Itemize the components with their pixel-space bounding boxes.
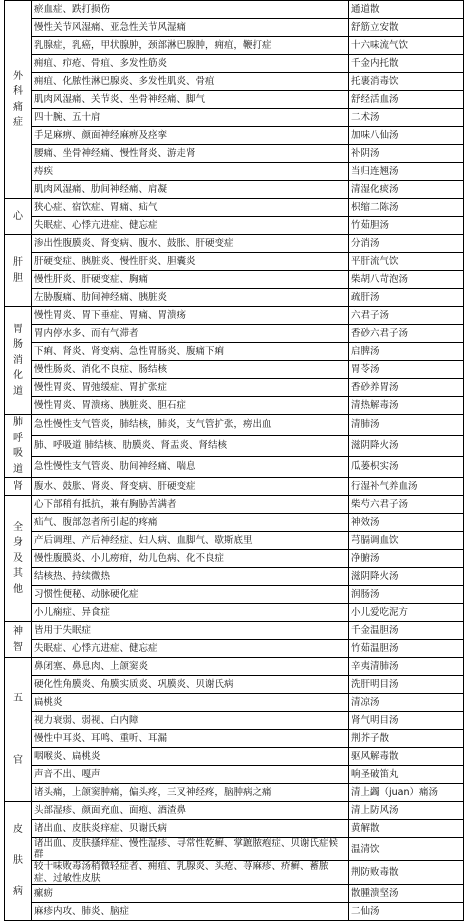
remedy-cell: 六君子汤 [349,307,464,325]
remedy-cell: 平肝流气饮 [349,253,464,271]
table-row [5,145,464,163]
table-row [5,838,464,861]
table-row [5,307,464,325]
condition-cell: 慢性腹膜炎、小儿痨疳，幼儿色病、化不良症 [32,550,349,568]
condition-cell: 瘀血症、跌打损伤 [32,1,349,19]
condition-cell: 心下部稍有抵抗，兼有胸胁苦满者 [32,496,349,514]
condition-cell: 急性慢性支气管炎，肺结核，肺炎，支气管扩张，痨出血 [32,415,349,436]
condition-cell: 慢性胃炎、胃下垂症、胃痛、胃溃疡 [32,307,349,325]
condition-cell: 慢性胃炎、胃溃疡、胰脏炎、胆石症 [32,397,349,415]
remedy-cell: 千金温胆汤 [349,622,464,640]
remedy-cell: 神效汤 [349,514,464,532]
remedy-cell: 舒经活血汤 [349,91,464,109]
condition-cell: 习惯性便秘、动脉硬化症 [32,586,349,604]
table-row [5,496,464,514]
remedy-cell: 净腑汤 [349,550,464,568]
remedy-cell: 小儿爱吃泥方 [349,604,464,622]
condition-cell: 头部湿疹、颜面充血、面疱、酒渣鼻 [32,802,349,820]
remedy-cell: 启脾汤 [349,343,464,361]
table-row [5,343,464,361]
remedy-cell: 散腫溃坚汤 [349,884,464,902]
remedy-cell: 驱风解毒散 [349,748,464,766]
table-row [5,235,464,253]
condition-cell: 视力衰弱、弱视、白内障 [32,712,349,730]
remedy-cell: 荆防败毒散 [349,861,464,884]
remedy-cell: 竹茹胆汤 [349,217,464,235]
condition-cell: 产后调理、产后神经症、妇人病、血脚气、歇斯底里 [32,532,349,550]
table-row [5,676,464,694]
condition-cell: 渗出性腹膜炎、肾变病、腹水、鼓胀、肝硬变症 [32,235,349,253]
condition-cell: 胃内停水多、而有气滞者 [32,325,349,343]
condition-cell: 皆用于失眠症 [32,622,349,640]
remedy-cell: 香砂养胃汤 [349,379,464,397]
condition-cell: 肺、呼吸道 肺结核、肋膜炎、肾盂炎、肾结核 [32,436,349,457]
remedy-cell: 疏肝汤 [349,289,464,307]
table-row [5,73,464,91]
condition-cell: 腰痛、坐骨神经痛、慢性肾炎、游走肾 [32,145,349,163]
table-row [5,19,464,37]
remedy-cell: 当归连翘汤 [349,163,464,181]
remedy-cell: 柴芍六君子汤 [349,496,464,514]
remedy-cell: 清湿化痰汤 [349,181,464,199]
table-row [5,884,464,902]
condition-cell: 鼻闭塞、鼻息肉、上颌窦炎 [32,658,349,676]
condition-cell: 慢性肝炎、肝硬变症、胸痛 [32,271,349,289]
condition-cell: 痈疽、化脓性淋巴腺炎、多发性肌炎、骨疽 [32,73,349,91]
condition-cell: 声音不出、嘎声 [32,766,349,784]
table-row [5,253,464,271]
condition-cell: 麻疹内攻、肺炎、脑症 [32,902,349,920]
remedy-cell: 托裹消毒饮 [349,73,464,91]
condition-cell: 瘰疬 [32,884,349,902]
remedy-cell: 竹茹温胆汤 [349,640,464,658]
table-row [5,91,464,109]
table-row [5,532,464,550]
table-row [5,604,464,622]
condition-cell: 急性慢性支气管炎、肋间神经痛、喘息 [32,457,349,478]
remedy-cell: 枳缩二陈汤 [349,199,464,217]
condition-cell: 诸出血、皮肤炎痒症、贝谢氏病 [32,820,349,838]
table-row [5,217,464,235]
table-row [5,109,464,127]
remedy-table [4,0,464,921]
condition-cell: 诸出血、皮肤搔痒症、慢性湿疹、寻常性乾癣、掌蹠脓疱症、贝谢氏症候群 [32,838,349,861]
table-row [5,199,464,217]
table-row [5,37,464,55]
table-row [5,748,464,766]
condition-cell: 硬化性角膜炎、角膜实质炎、巩膜炎、贝谢氏病 [32,676,349,694]
table-row [5,514,464,532]
condition-cell: 扁桃炎 [32,694,349,712]
table-row [5,861,464,884]
remedy-cell: 通道散 [349,1,464,19]
remedy-cell: 清肺汤 [349,415,464,436]
remedy-cell: 香砂六君子汤 [349,325,464,343]
remedy-cell: 滋阴降火汤 [349,568,464,586]
table-row [5,820,464,838]
condition-cell: 慢性中耳炎、耳鸣、重听、耳漏 [32,730,349,748]
category-cell: 胃 肠 消 化 道 [5,307,32,415]
condition-cell: 咽喉炎、扁桃炎 [32,748,349,766]
remedy-cell: 十六味流气饮 [349,37,464,55]
condition-cell: 狭心症、宿饮症、胃痛、疝气 [32,199,349,217]
remedy-cell: 二仙汤 [349,902,464,920]
table-row [5,397,464,415]
table-row [5,902,464,920]
table-row [5,55,464,73]
condition-cell: 痔疾 [32,163,349,181]
table-row [5,784,464,802]
table-row [5,457,464,478]
category-cell: 全 身 及 其 他 [5,496,32,622]
condition-cell: 结核热、持续微热 [32,568,349,586]
condition-cell: 慢性关节风湿痛、亚急性关节风湿痛 [32,19,349,37]
table-row [5,289,464,307]
remedy-cell: 清凉汤 [349,694,464,712]
category-cell: 肾 [5,478,32,496]
table-row [5,361,464,379]
remedy-cell: 清热解毒汤 [349,397,464,415]
condition-cell: 肌肉风湿痛、关节炎、坐骨神经痛、脚气 [32,91,349,109]
remedy-cell: 辛夷清肺汤 [349,658,464,676]
table-row [5,127,464,145]
condition-cell: 较十味败毒汤稍微轻症者、痈疽、乳腺炎、头疮、荨麻疹、疥癣、蓄脓症、过敏性皮肤 [32,861,349,884]
category-cell: 五 官 [5,658,32,802]
table-row [5,271,464,289]
table-row [5,478,464,496]
condition-cell: 痈疽、疖疮、骨疽、多发性筋炎 [32,55,349,73]
condition-cell: 肌肉风湿痛、肋间神经痛、肩凝 [32,181,349,199]
remedy-cell: 二术汤 [349,109,464,127]
category-cell: 外 科 痛 症 [5,1,32,199]
condition-cell: 四十腕、五十肩 [32,109,349,127]
condition-cell: 小儿痫症、异食症 [32,604,349,622]
condition-cell: 左胁腹痛、肋间神经痛、胰脏炎 [32,289,349,307]
remedy-cell: 温清饮 [349,838,464,861]
table-row [5,181,464,199]
table-row [5,694,464,712]
remedy-cell: 加味八仙汤 [349,127,464,145]
condition-cell: 肝硬变症、胰脏炎、慢性肝炎、胆囊炎 [32,253,349,271]
table-row [5,712,464,730]
category-cell: 心 [5,199,32,235]
remedy-cell: 芎膈调血饮 [349,532,464,550]
table-row [5,550,464,568]
condition-cell: 疝气、腹部忽者所引起的疼痛 [32,514,349,532]
table-row [5,415,464,436]
remedy-cell: 滋阴降火汤 [349,436,464,457]
remedy-cell: 响圣破笛丸 [349,766,464,784]
remedy-cell: 补阴汤 [349,145,464,163]
table-row [5,163,464,181]
condition-cell: 手足麻痹、颜面神经麻痹及痉挛 [32,127,349,145]
remedy-cell: 润肠汤 [349,586,464,604]
remedy-cell: 清上防风汤 [349,802,464,820]
remedy-table-sheet [4,0,464,921]
table-row [5,1,464,19]
table-row [5,622,464,640]
condition-cell: 慢性肠炎、消化不良症、肠结核 [32,361,349,379]
remedy-cell: 分消汤 [349,235,464,253]
category-cell: 肝 胆 [5,235,32,307]
table-row [5,586,464,604]
remedy-cell: 洗肝明目汤 [349,676,464,694]
category-cell: 肺 呼 吸 道 [5,415,32,478]
remedy-cell: 荆芥子散 [349,730,464,748]
remedy-cell: 瓜蒌枳实汤 [349,457,464,478]
remedy-cell: 肾气明目汤 [349,712,464,730]
remedy-cell: 行湿补气养血汤 [349,478,464,496]
remedy-cell: 黄解散 [349,820,464,838]
category-cell: 皮 肤 病 [5,802,32,921]
remedy-cell: 千金内托散 [349,55,464,73]
condition-cell: 失眠症、心悸亢进症、健忘症 [32,217,349,235]
remedy-table-body [5,1,464,921]
table-row [5,568,464,586]
remedy-cell: 舒筋立安散 [349,19,464,37]
table-row [5,766,464,784]
table-row [5,658,464,676]
table-row [5,640,464,658]
table-row [5,436,464,457]
condition-cell: 慢性胃炎、胃弛缓症、胃扩张症 [32,379,349,397]
category-cell: 神 智 [5,622,32,658]
table-row [5,802,464,820]
condition-cell: 腹水、鼓胀、肾炎、肾变病、肝硬变症 [32,478,349,496]
condition-cell: 下痢、肾炎、肾变病、急性胃肠炎、腹痛下痢 [32,343,349,361]
table-row [5,325,464,343]
remedy-cell: 胃苓汤 [349,361,464,379]
remedy-cell: 柴胡八苛泡汤 [349,271,464,289]
condition-cell: 失眠症、心悸亢进症、健忘症 [32,640,349,658]
remedy-cell: 清上蠲（juan）痛汤 [349,784,464,802]
condition-cell: 乳腺症，乳癌，甲状腺肿，颈部淋巴腺肿，痈疽，鞭打症 [32,37,349,55]
table-row [5,379,464,397]
condition-cell: 诸头痛，上颌窦肿痛，偏头疼，三叉神经疼，脑肿病之痛 [32,784,349,802]
table-row [5,730,464,748]
